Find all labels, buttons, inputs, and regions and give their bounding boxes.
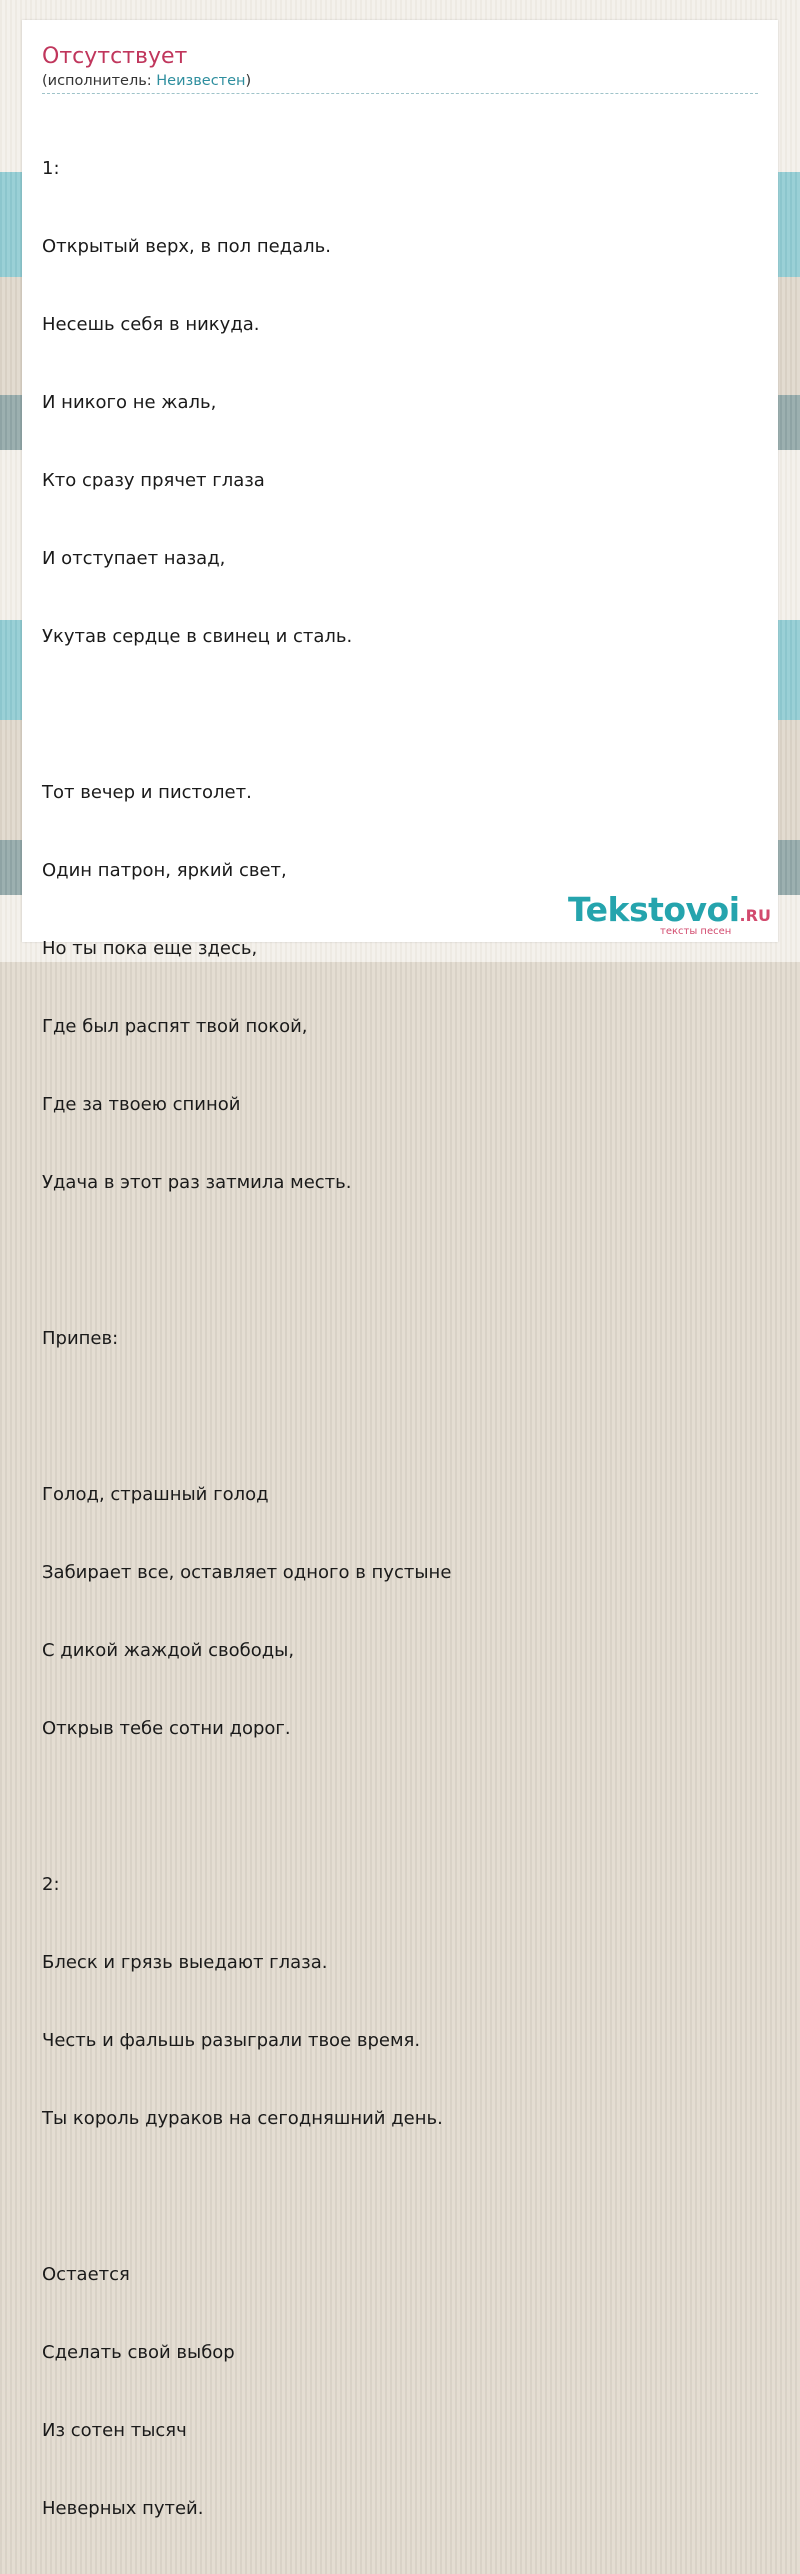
- logo-tagline: тексты песен: [660, 926, 732, 937]
- artist-line: [42, 73, 251, 89]
- artist-prefix: (исполнитель:: [42, 73, 157, 89]
- header-divider: [42, 93, 758, 94]
- lyrics-line: Кто сразу прячет глаза: [42, 470, 265, 491]
- lyrics-line: И отступает назад,: [42, 548, 226, 569]
- lyrics-line: Честь и фальшь разыграли твое время.: [42, 2030, 421, 2051]
- lyrics-line: Припев:: [42, 1328, 119, 1349]
- lyrics-line: 2:: [42, 1874, 60, 1895]
- lyrics-line: Ты король дураков на сегодняшний день.: [42, 2108, 443, 2129]
- lyrics-line: [42, 1404, 451, 1430]
- lyrics-line: С дикой жаждой свободы,: [42, 1640, 295, 1661]
- lyrics-line: [42, 2184, 451, 2210]
- lyrics-card: [22, 20, 778, 2519]
- lyrics-line: Открыв тебе сотни дорог.: [42, 1718, 291, 1739]
- lyrics-line: Удача в этот раз затмила месть.: [42, 1172, 352, 1193]
- lyrics-line: Где за твоею спиной: [42, 1094, 241, 1115]
- lyrics-line: Остается: [42, 2264, 130, 2285]
- lyrics-line: Но ты пока еще здесь,: [42, 938, 258, 959]
- lyrics-line: Тот вечер и пистолет.: [42, 782, 252, 803]
- artist-link[interactable]: Неизвестен: [156, 73, 246, 89]
- artist-suffix: ): [245, 73, 252, 89]
- lyrics-line: [42, 702, 451, 728]
- song-title: Отсутствует: [42, 44, 188, 69]
- lyrics-line: 1:: [42, 158, 60, 179]
- lyrics-line: Голод, страшный голод: [42, 1484, 269, 1505]
- lyrics-line: Один патрон, яркий свет,: [42, 860, 287, 881]
- lyrics-line: Забирает все, оставляет одного в пустыне: [42, 1562, 452, 1583]
- lyrics-line: И никого не жаль,: [42, 392, 217, 413]
- site-logo[interactable]: [568, 890, 771, 937]
- logo-tld: .RU: [739, 906, 771, 925]
- lyrics-line: Сделать свой выбор: [42, 2342, 235, 2363]
- lyrics-line: [42, 1248, 451, 1274]
- lyrics-line: Где был распят твой покой,: [42, 1016, 308, 1037]
- lyrics-line: Неверных путей.: [42, 2498, 204, 2519]
- logo-wordmark: Tekstovoi: [568, 890, 740, 929]
- lyrics-line: Несешь себя в никуда.: [42, 314, 260, 335]
- lyrics-line: Из сотен тысяч: [42, 2420, 187, 2441]
- lyrics-text: [42, 104, 451, 2574]
- lyrics-line: Открытый верх, в пол педаль.: [42, 236, 331, 257]
- lyrics-line: [42, 1794, 451, 1820]
- lyrics-line: Укутав сердце в свинец и сталь.: [42, 626, 353, 647]
- lyrics-line: Блеск и грязь выедают глаза.: [42, 1952, 328, 1973]
